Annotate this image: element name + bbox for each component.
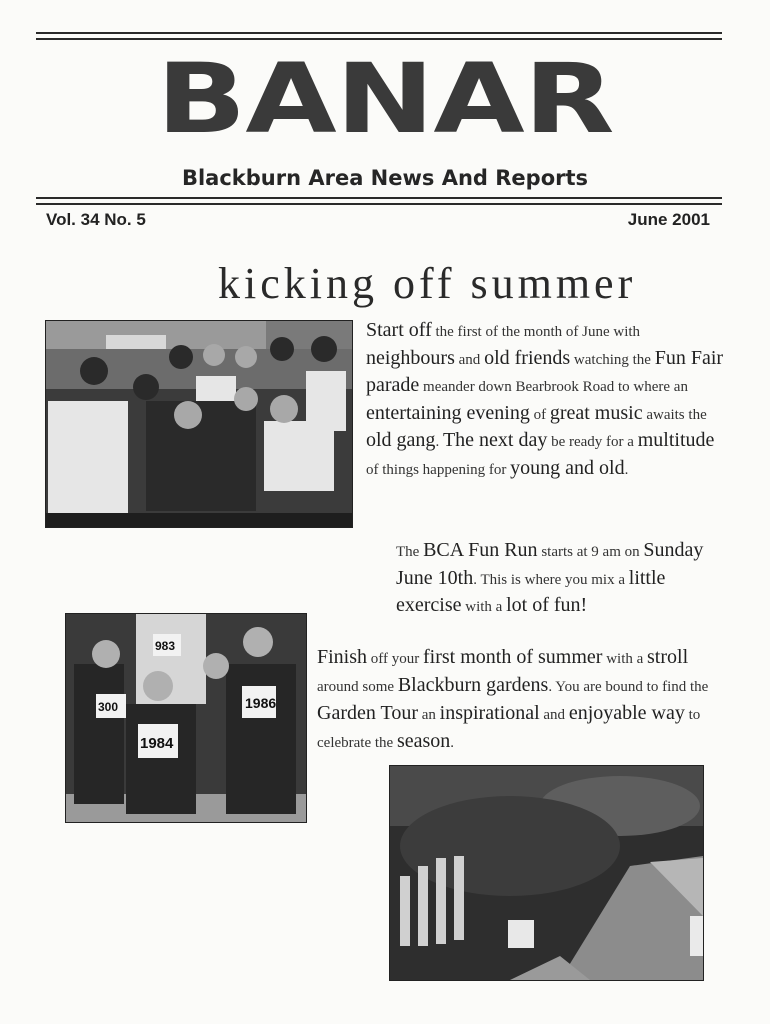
- paragraph1-segment: .: [624, 461, 629, 478]
- paragraph1-segment: old gang: [366, 429, 436, 451]
- paragraph3-segment: Finish: [317, 646, 368, 668]
- paragraph2-segment: The: [396, 544, 424, 560]
- masthead-title: BANAR: [156, 41, 614, 155]
- paragraph2-segment: . This is where you mix a: [473, 571, 629, 588]
- paragraph1-segment: great music: [549, 401, 643, 424]
- photo-group-kids: [45, 320, 353, 528]
- masthead-subtitle: Blackburn Area News And Reports: [181, 166, 589, 190]
- paragraph1-segment: awaits the: [642, 406, 707, 423]
- paragraph1-segment: and: [454, 351, 485, 368]
- paragraph1-segment: watching the: [570, 351, 655, 368]
- paragraph1-segment: neighbours: [366, 346, 455, 369]
- paragraph3-segment: around some: [317, 679, 398, 695]
- paragraph3-segment: .: [450, 735, 455, 751]
- paragraph-fun-run: [396, 538, 726, 621]
- photo-garden: [389, 765, 704, 981]
- issue-volume: Vol. 34 No. 5: [46, 210, 146, 229]
- paragraph2-segment: with a: [461, 599, 507, 615]
- paragraph1-segment: Fun Fair parade: [366, 346, 724, 396]
- paragraph3-segment: first month of summer: [423, 646, 603, 668]
- photo-fun-run: [65, 613, 307, 823]
- top-rule: [36, 32, 722, 34]
- paragraph1-segment: of things happening for: [366, 461, 511, 478]
- bib-number: 300: [98, 700, 119, 714]
- paragraph3-segment: to celebrate the: [317, 707, 701, 751]
- paragraph3-segment: stroll: [647, 646, 689, 668]
- paragraph2-segment: little exercise: [396, 566, 666, 616]
- paragraph1-segment: The next day: [442, 429, 548, 451]
- masthead-rule-inner: [36, 203, 722, 205]
- paragraph1-segment: be ready for a: [547, 434, 638, 450]
- paragraph3-segment: enjoyable way: [568, 702, 685, 724]
- paragraph1-segment: meander down Bearbrook Road to where an: [419, 379, 688, 395]
- paragraph-fun-run-text: [396, 539, 704, 616]
- paragraph3-segment: inspirational: [439, 702, 540, 724]
- paragraph1-segment: entertaining evening: [366, 401, 530, 424]
- paragraph1-segment: multitude: [637, 429, 715, 451]
- paragraph2-segment: Sunday June 10th: [396, 539, 704, 589]
- paragraph2-segment: starts at 9 am on: [537, 544, 644, 560]
- paragraph1-segment: young and old: [510, 456, 625, 479]
- top-rule-inner: [36, 38, 722, 40]
- paragraph1-segment: the first of the month of June with: [431, 324, 641, 340]
- paragraph-kickoff: [366, 318, 728, 483]
- bib-number: 983: [155, 639, 176, 653]
- bib-number: 1984: [140, 735, 174, 752]
- paragraph3-segment: Garden Tour: [317, 702, 418, 724]
- paragraph-kickoff-text: [366, 319, 724, 479]
- paragraph1-segment: Start off: [366, 319, 432, 341]
- paragraph-garden: [317, 644, 727, 756]
- paragraph-garden-text: [317, 646, 709, 752]
- paragraph3-segment: with a: [602, 651, 648, 667]
- paragraph3-segment: season: [396, 730, 451, 752]
- paragraph2-segment: BCA Fun Run: [423, 539, 538, 561]
- paragraph1-segment: .: [435, 434, 443, 450]
- masthead-rule: [36, 197, 722, 199]
- bib-number: 1986: [245, 695, 277, 711]
- paragraph1-segment: of: [529, 406, 550, 423]
- issue-date: June 2001: [627, 210, 710, 229]
- paragraph3-segment: Blackburn gardens: [397, 674, 549, 696]
- paragraph3-segment: and: [539, 707, 569, 723]
- paragraph2-segment: lot of fun!: [506, 594, 588, 616]
- paragraph3-segment: . You are bound to find the: [548, 679, 709, 695]
- paragraph3-segment: an: [417, 707, 440, 723]
- paragraph3-segment: off your: [367, 651, 423, 667]
- paragraph1-segment: old friends: [484, 346, 571, 369]
- headline: kicking off summer: [218, 259, 637, 308]
